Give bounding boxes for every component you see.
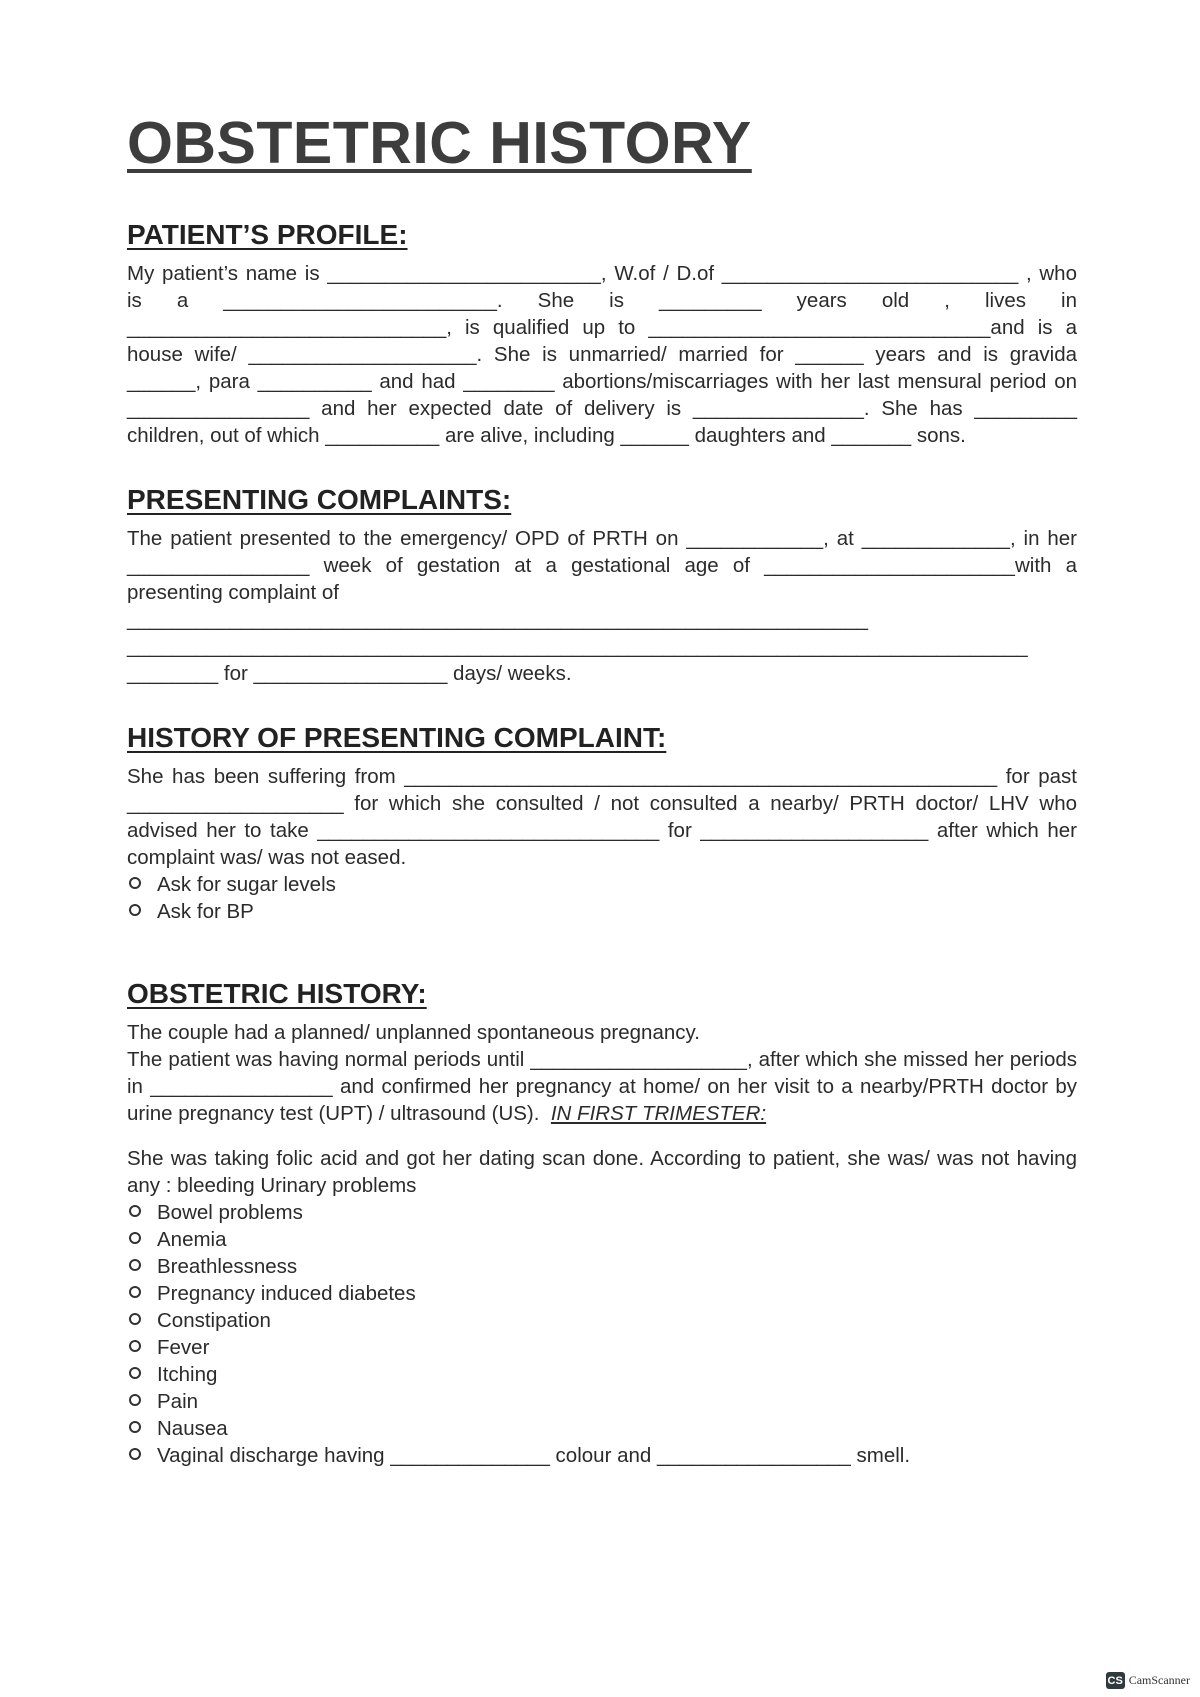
hpc-bullet-list [127, 871, 1077, 925]
obstetric-paragraph-1: The couple had a planned/ unplanned spontaneous pregnancy. [127, 1021, 700, 1044]
circle-bullet-icon [129, 877, 141, 889]
obstetric-bullet-list [127, 1199, 1077, 1469]
obstetric-paragraph-3: She was taking folic acid and got her dating scan done. According to patient, she was/ was not having any : bleeding Urinary problems [127, 1147, 1077, 1197]
circle-bullet-icon [129, 1367, 141, 1379]
profile-text [127, 260, 1077, 449]
profile-paragraph: My patient’s name is ________________________, W.of / D.of __________________________ , who is a ________________________. She is _________ years old , lives in ____________________________, is qualified up to ______________________________and is a house wife/ ____________________. She is unmarried/ married for ______ years and is gravida ______, para __________ and had ________ abortions/miscarriages with her last mensural period on ________________ and her expected date of delivery is _______________. She has _________ children, out of which __________ are alive, including ______ daughters and _______ sons. [127, 262, 1077, 447]
hpc-text [127, 763, 1077, 871]
list-item: Pain [127, 1388, 1077, 1415]
circle-bullet-icon [129, 1394, 141, 1406]
circle-bullet-icon [129, 1340, 141, 1352]
circle-bullet-icon [129, 1448, 141, 1460]
camscanner-brand: CamScanner [1128, 1673, 1190, 1687]
list-item: Bowel problems [127, 1199, 1077, 1226]
camscanner-logo-icon: CS [1106, 1672, 1125, 1689]
obstetric-text [127, 1019, 1077, 1199]
document-title: OBSTETRIC HISTORY [127, 110, 752, 176]
circle-bullet-icon [129, 1421, 141, 1433]
hpc-paragraph: She has been suffering from ____________________________________________________ for past ___________________ for which she consulted / not consulted a nearby/ PRTH doctor/ LHV who advised her to take ______________________________ for ____________________ after which her complaint was/ was not eased. [127, 765, 1077, 869]
list-item: Constipation [127, 1307, 1077, 1334]
complaints-text [127, 525, 1077, 687]
hpc-heading: HISTORY OF PRESENTING COMPLAINT: [127, 722, 667, 753]
circle-bullet-icon [129, 1232, 141, 1244]
first-trimester-label: IN FIRST TRIMESTER: [550, 1102, 767, 1125]
list-item: Nausea [127, 1415, 1077, 1442]
obstetric-paragraph-2: The patient was having normal periods until ___________________, after which she missed her periods in ________________ and confirmed her pregnancy at home/ on her visit to a nearby/PRTH doctor by urine pregnancy test (UPT) / ultrasound (US). IN FIRST TRIMESTER: [127, 1048, 1077, 1125]
complaints-heading: PRESENTING COMPLAINTS: [127, 484, 512, 515]
document-page [127, 108, 1077, 1469]
list-item: Itching [127, 1361, 1077, 1388]
circle-bullet-icon [129, 1313, 141, 1325]
list-item: Fever [127, 1334, 1077, 1361]
complaints-duration-line: ________ for _________________ days/ weeks. [127, 662, 572, 685]
complaints-blank-line-1: _________________________________________________________________ [127, 608, 869, 631]
list-item: Pregnancy induced diabetes [127, 1280, 1077, 1307]
circle-bullet-icon [129, 1205, 141, 1217]
list-item: Ask for BP [127, 898, 1077, 925]
list-item: Breathlessness [127, 1253, 1077, 1280]
complaints-paragraph: The patient presented to the emergency/ OPD of PRTH on ____________, at _____________, in her ________________ week of gestation at a gestational age of ______________________with a presenting complaint of [127, 527, 1077, 604]
obstetric-heading: OBSTETRIC HISTORY: [127, 978, 427, 1009]
circle-bullet-icon [129, 1286, 141, 1298]
list-item: Vaginal discharge having ______________ colour and _________________ smell. [127, 1442, 1077, 1469]
circle-bullet-icon [129, 904, 141, 916]
camscanner-watermark [1106, 1672, 1190, 1689]
profile-heading: PATIENT’S PROFILE: [127, 219, 408, 250]
circle-bullet-icon [129, 1259, 141, 1271]
complaints-blank-line-2: _______________________________________________________________________________ [127, 635, 1028, 658]
list-item: Ask for sugar levels [127, 871, 1077, 898]
list-item: Anemia [127, 1226, 1077, 1253]
